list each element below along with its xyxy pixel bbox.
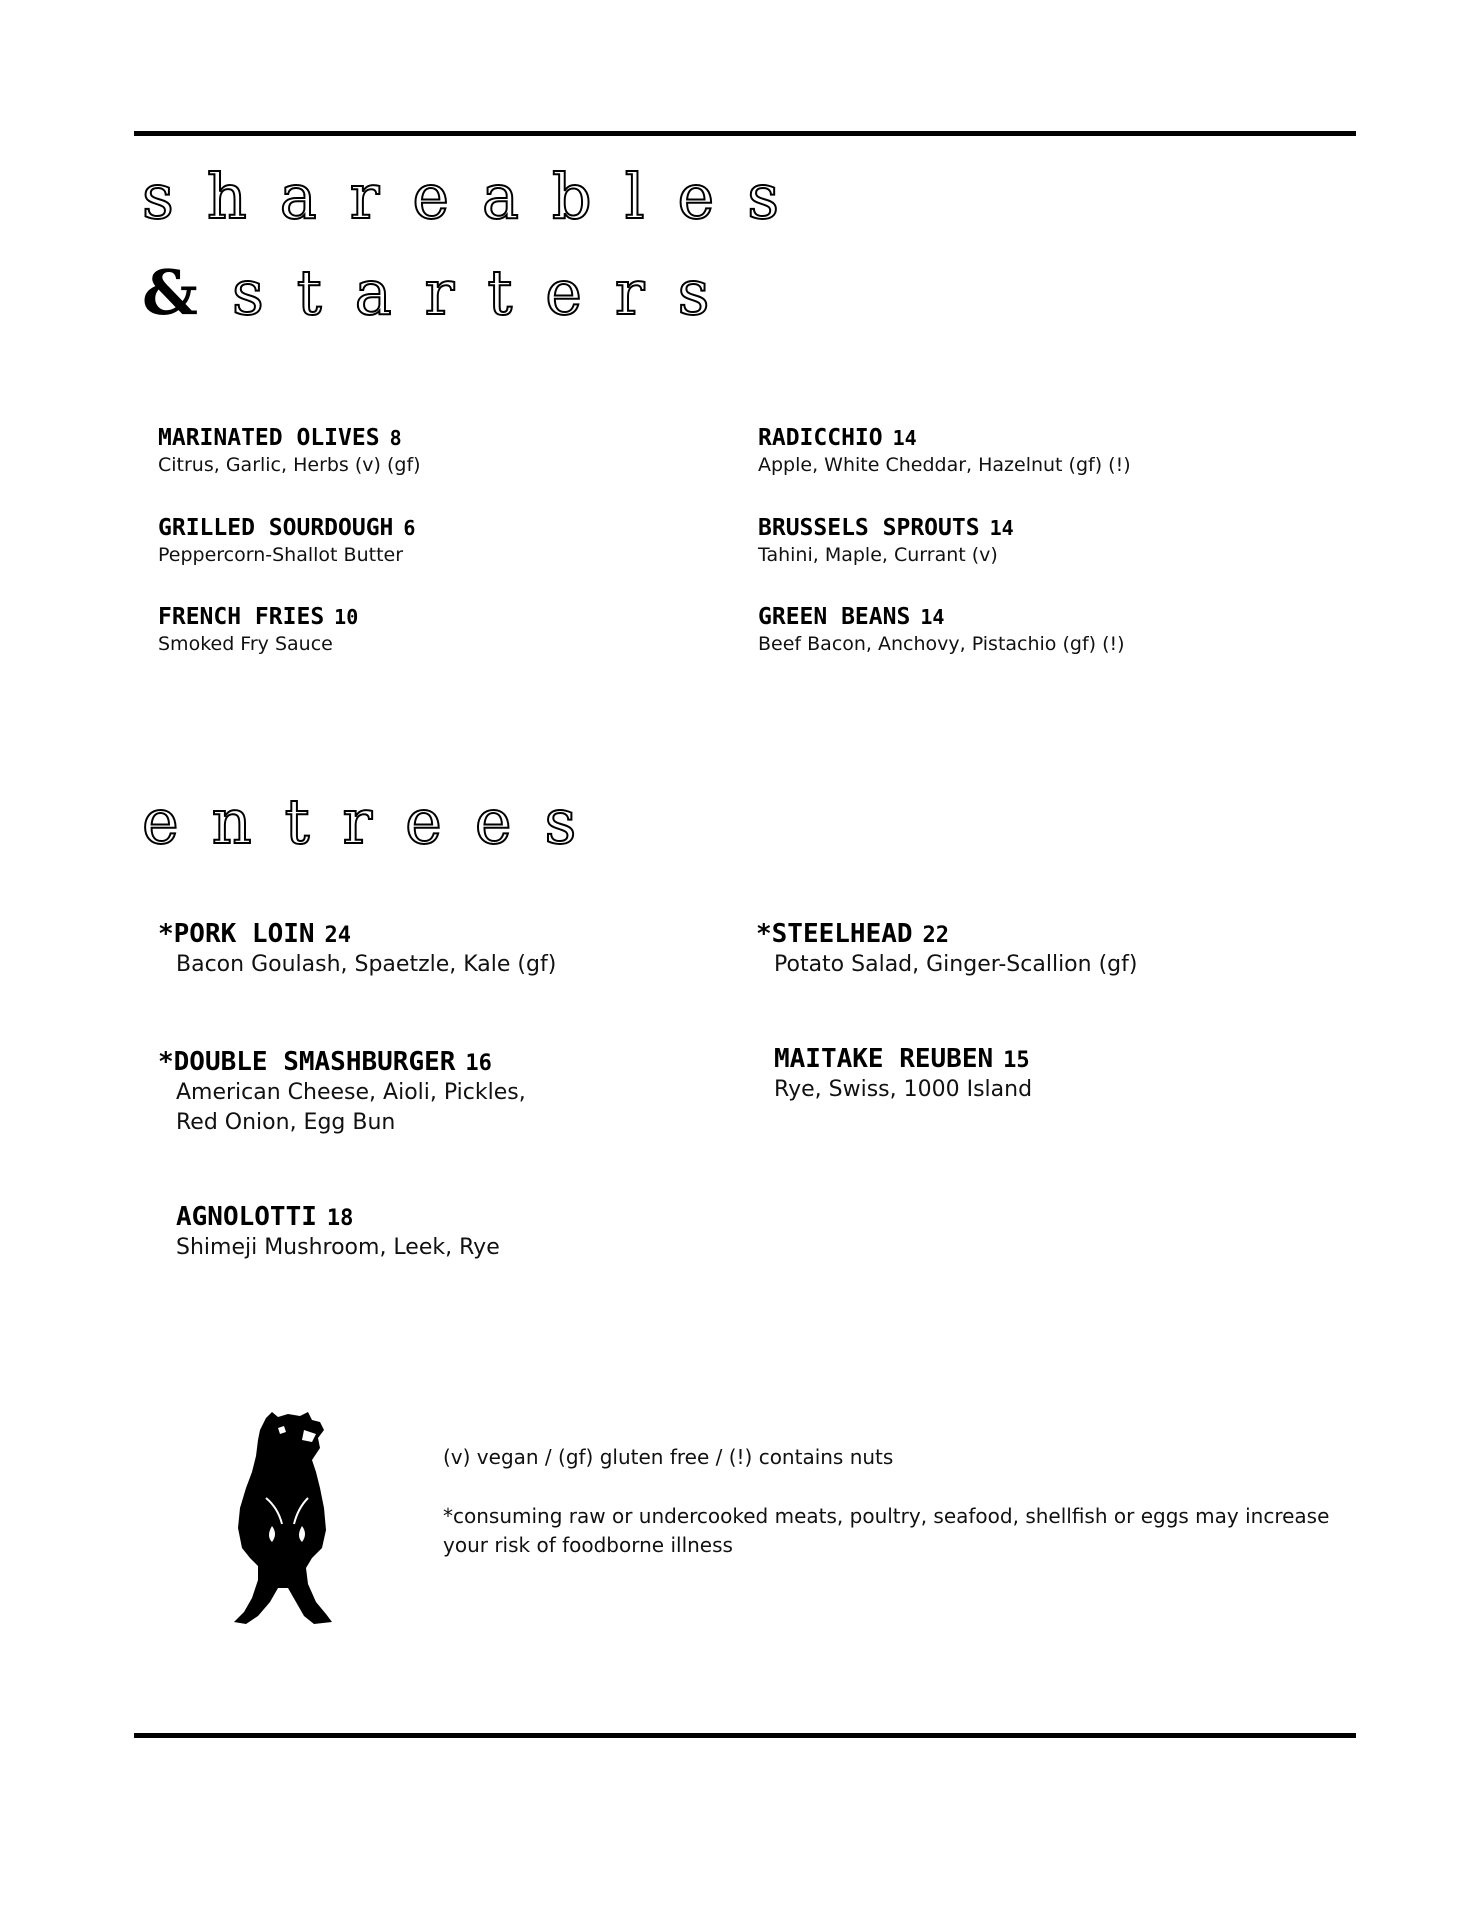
item-price: 16: [465, 1051, 492, 1076]
item-price: 8: [389, 426, 402, 450]
item-price: 6: [403, 516, 416, 540]
warning-line: your risk of foodborne illness: [443, 1533, 733, 1557]
top-divider: [134, 131, 1356, 136]
item-description: Shimeji Mushroom, Leek, Rye: [176, 1235, 500, 1260]
item-description-line: Red Onion, Egg Bun: [176, 1110, 396, 1135]
item-description: Bacon Goulash, Spaetzle, Kale (gf): [176, 952, 557, 977]
entrees-title: entrees: [142, 785, 610, 858]
item-price: 18: [326, 1206, 354, 1231]
item-price: 14: [989, 516, 1014, 540]
menu-item: [756, 1043, 1032, 1105]
item-description: Smoked Fry Sauce: [158, 633, 333, 655]
item-name: BRUSSELS SPROUTS: [758, 515, 980, 541]
item-name: GRILLED SOURDOUGH: [158, 515, 394, 541]
item-price: 22: [922, 923, 950, 948]
starters-title-word: starters: [231, 256, 743, 329]
item-name: MARINATED OLIVES: [158, 425, 380, 451]
menu-item: [758, 603, 1125, 657]
raw-food-warning: [443, 1502, 1343, 1560]
item-price: 14: [892, 426, 917, 450]
item-name: FRENCH FRIES: [158, 604, 325, 630]
menu-item: [158, 514, 415, 568]
menu-item: [158, 1201, 500, 1263]
ampersand: &: [142, 256, 198, 329]
menu-item: [158, 1046, 526, 1138]
item-price: 24: [324, 923, 352, 948]
bottom-divider: [134, 1733, 1356, 1738]
footer-notes: [443, 1443, 1343, 1560]
item-name: MAITAKE REUBEN: [774, 1044, 994, 1074]
menu-item: [158, 918, 556, 980]
standing-bear-icon: [208, 1408, 358, 1626]
item-price: 15: [1003, 1048, 1030, 1073]
menu-item: [756, 918, 1137, 980]
menu-item: [758, 514, 1014, 568]
item-price: 10: [334, 605, 359, 629]
menu-item: [158, 603, 358, 657]
item-description-line: American Cheese, Aioli, Pickles,: [176, 1080, 526, 1105]
item-name: *PORK LOIN: [158, 919, 315, 949]
item-description: Beef Bacon, Anchovy, Pistachio (gf) (!): [758, 633, 1125, 655]
starters-title-line1: shareables: [142, 160, 813, 233]
warning-line: *consuming raw or undercooked meats, poultry, seafood, shellfish or eggs may increase: [443, 1504, 1330, 1528]
item-description: Peppercorn-Shallot Butter: [158, 544, 404, 566]
menu-item: [758, 424, 1131, 478]
item-name: AGNOLOTTI: [176, 1202, 317, 1232]
item-name: *STEELHEAD: [756, 919, 913, 949]
item-description: Apple, White Cheddar, Hazelnut (gf) (!): [758, 454, 1131, 476]
menu-item: [158, 424, 421, 478]
item-description: Rye, Swiss, 1000 Island: [774, 1077, 1033, 1102]
dietary-legend: (v) vegan / (gf) gluten free / (!) contains nuts: [443, 1445, 894, 1469]
starters-title-line2: [142, 256, 743, 329]
item-name: *DOUBLE SMASHBURGER: [158, 1047, 456, 1077]
item-name: GREEN BEANS: [758, 604, 911, 630]
item-name: RADICCHIO: [758, 425, 883, 451]
item-description: Potato Salad, Ginger-Scallion (gf): [774, 952, 1138, 977]
item-description: Tahini, Maple, Currant (v): [758, 544, 998, 566]
item-price: 14: [920, 605, 945, 629]
item-description: Citrus, Garlic, Herbs (v) (gf): [158, 454, 421, 476]
